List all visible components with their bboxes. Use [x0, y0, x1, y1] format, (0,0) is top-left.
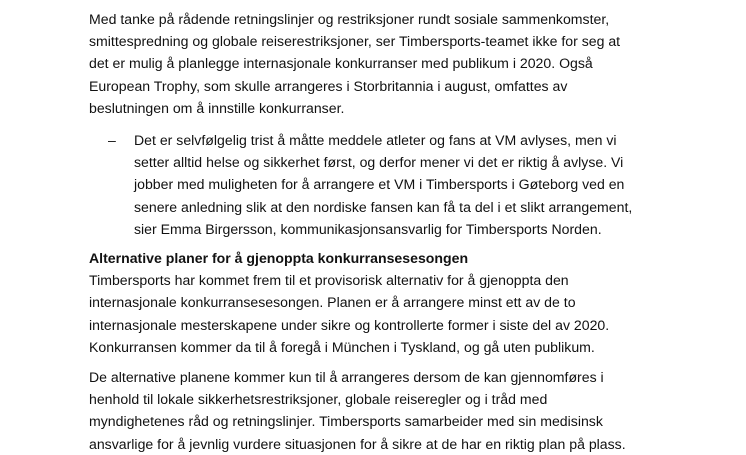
intro-paragraph	[89, 8, 689, 119]
text-line: Med tanke på rådende retningslinjer og restriksjoner rundt sosiale sammenkomster,	[89, 11, 610, 27]
text-line: De alternative planene kommer kun til å arrangeres dersom de kan gjennomføres i	[89, 369, 604, 386]
text-line: sier Emma Birgersson, kommunikasjonsansvarlig for Timbersports Norden.	[134, 220, 602, 237]
text-line: beslutningen om å innstille konkurranser.	[89, 99, 345, 116]
quote-dash: –	[108, 132, 116, 149]
quote-block	[89, 129, 654, 240]
text-line: ansvarlige for å jevnlig vurdere situasjonen for å sikre at de har en riktig plan på plass.	[89, 435, 626, 452]
conditions-paragraph	[89, 366, 689, 455]
text-line: internasjonale mesterskapene under sikre og kontrollerte former i siste del av 2020.	[89, 316, 610, 333]
text-line: European Trophy, som skulle arrangeres i Storbritannia i august, omfattes av	[89, 77, 568, 94]
document-body	[89, 8, 689, 455]
plan-paragraph	[89, 269, 689, 358]
text-line: henhold til lokale sikkerhetsrestriksjoner, globale reiseregler og i tråd med	[89, 391, 548, 408]
section-heading: Alternative planer for å gjenoppta konkurransesesongen	[89, 250, 469, 267]
text-line: Konkurransen kommer da til å foregå i München i Tyskland, og gå uten publikum.	[89, 338, 595, 355]
text-line: Timbersports har kommet frem til et provisorisk alternativ for å gjenoppta den	[89, 272, 569, 289]
text-line: senere anledning slik at den nordiske fansen kan få ta del i et slikt arrangement,	[134, 198, 633, 215]
text-line: smittespredning og globale reiserestriksjoner, ser Timbersports-teamet ikke for seg at	[89, 33, 621, 50]
text-line: myndighetenes råd og retningslinjer. Timbersports samarbeider med sin medisinsk	[89, 413, 603, 430]
text-line: internasjonale konkurransesesongen. Planen er å arrangere minst ett av de to	[89, 294, 576, 311]
text-line: setter alltid helse og sikkerhet først, og derfor mener vi det er riktig å avlyse. Vi	[134, 154, 624, 171]
text-line: Det er selvfølgelig trist å måtte meddele atleter og fans at VM avlyses, men vi	[134, 132, 617, 149]
text-line: jobber med muligheten for å arrangere et VM i Timbersports i Gøteborg ved en	[134, 176, 625, 193]
text-line: det er mulig å planlegge internasjonale konkurranser med publikum i 2020. Også	[89, 55, 593, 72]
